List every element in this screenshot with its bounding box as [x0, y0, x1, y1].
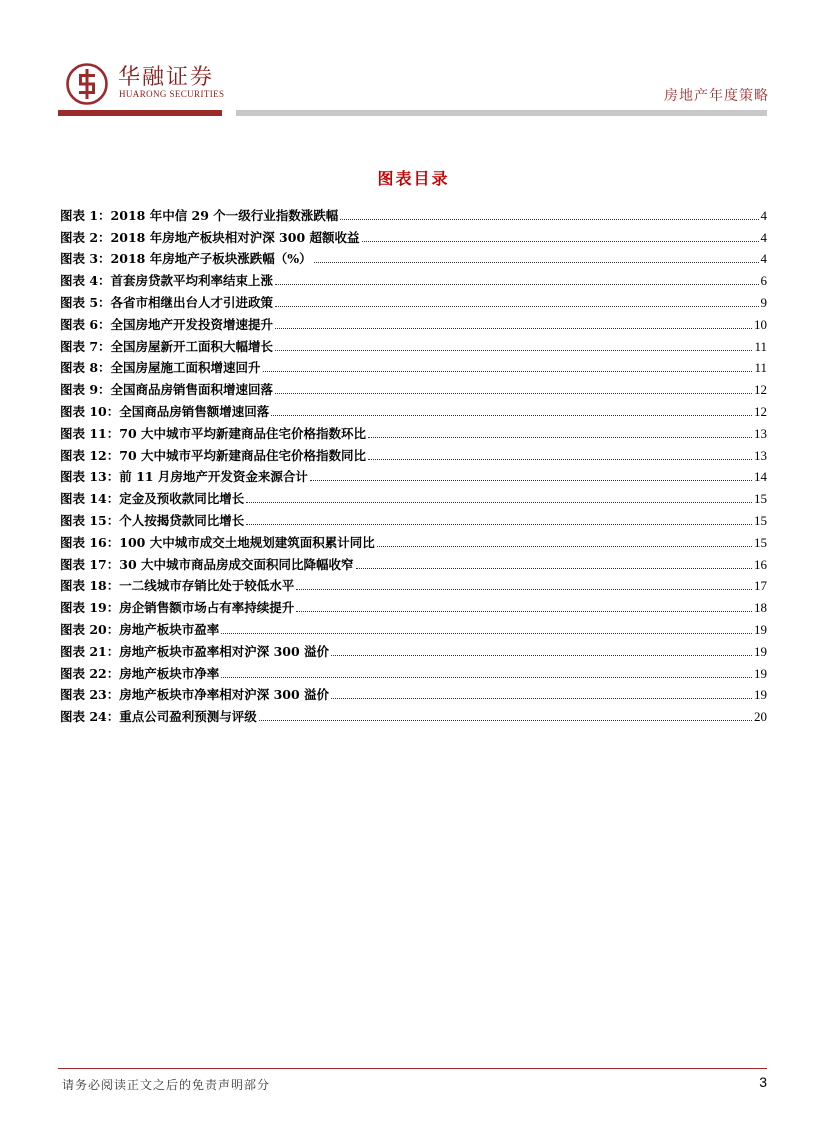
toc-dot-leader [271, 415, 752, 416]
toc-entry-page: 15 [754, 534, 767, 550]
toc-dot-leader [275, 328, 752, 329]
toc-entry[interactable] [60, 484, 767, 506]
toc-dot-leader [221, 677, 752, 678]
toc-dot-leader [296, 589, 752, 590]
toc-entry-label: 图表 12：70 大中城市平均新建商品住宅价格指数同比 [60, 447, 366, 463]
toc-entry-label: 图表 4：首套房贷款平均利率结束上涨 [60, 273, 274, 289]
toc-entry[interactable] [60, 223, 767, 245]
toc-entry-page: 14 [754, 469, 767, 485]
page-number: 3 [759, 1074, 767, 1090]
toc-entry-page: 4 [760, 207, 767, 223]
toc-entry-page: 13 [754, 425, 767, 441]
footer-divider [58, 1068, 767, 1069]
toc-entry-page: 18 [754, 600, 767, 616]
toc-entry-label: 图表 5：各省市相继出台人才引进政策 [60, 294, 274, 310]
toc-entry-page: 15 [754, 512, 767, 528]
toc-entry-label: 图表 18：一二线城市存销比处于较低水平 [60, 578, 295, 594]
toc-entry-page: 11 [754, 338, 767, 354]
toc-list [60, 201, 767, 724]
toc-entry-label: 图表 10：全国商品房销售额增速回落 [60, 403, 270, 419]
toc-dot-leader [314, 262, 759, 263]
toc-entry[interactable] [60, 528, 767, 550]
toc-entry-page: 16 [754, 556, 767, 572]
toc-entry-page: 20 [754, 709, 767, 725]
toc-entry[interactable] [60, 245, 767, 267]
toc-entry-page: 11 [754, 360, 767, 376]
report-type-label: 房地产年度策略 [664, 88, 769, 104]
toc-entry[interactable] [60, 310, 767, 332]
toc-entry-label: 图表 16：100 大中城市成交土地规划建筑面积累计同比 [60, 534, 375, 550]
toc-entry[interactable] [60, 441, 767, 463]
toc-dot-leader [368, 459, 752, 460]
toc-entry-label: 图表 14：定金及预收款同比增长 [60, 491, 245, 507]
toc-entry-label: 图表 20：房地产板块市盈率 [60, 621, 220, 637]
toc-entry-label: 图表 7：全国房屋新开工面积大幅增长 [60, 338, 274, 354]
toc-dot-leader [356, 568, 753, 569]
toc-entry-label: 图表 11：70 大中城市平均新建商品住宅价格指数环比 [60, 425, 366, 441]
footer-disclaimer: 请务必阅读正文之后的免责声明部分 [62, 1078, 271, 1092]
toc-entry-label: 图表 3：2018 年房地产子板块涨跌幅（%） [60, 251, 312, 267]
toc-entry[interactable] [60, 572, 767, 594]
toc-entry[interactable] [60, 681, 767, 703]
toc-entry-page: 10 [754, 316, 767, 332]
brand-name-en: HUARONG SECURITIES [119, 89, 225, 99]
header-accent-bar-red [58, 110, 222, 116]
toc-entry-label: 图表 19：房企销售额市场占有率持续提升 [60, 600, 295, 616]
toc-entry[interactable] [60, 615, 767, 637]
toc-dot-leader [331, 655, 752, 656]
toc-entry[interactable] [60, 201, 767, 223]
toc-entry-page: 13 [754, 447, 767, 463]
toc-dot-leader [246, 502, 752, 503]
toc-entry-page: 12 [754, 382, 767, 398]
toc-entry-page: 4 [760, 251, 767, 267]
toc-dot-leader [368, 437, 752, 438]
toc-entry-page: 12 [754, 403, 767, 419]
toc-entry[interactable] [60, 659, 767, 681]
toc-entry-label: 图表 15：个人按揭贷款同比增长 [60, 512, 245, 528]
toc-dot-leader [331, 698, 752, 699]
toc-dot-leader [377, 546, 752, 547]
toc-entry-page: 19 [754, 643, 767, 659]
toc-dot-leader [296, 611, 752, 612]
huarong-logo-icon [66, 63, 108, 105]
toc-entry-label: 图表 21：房地产板块市盈率相对沪深 300 溢价 [60, 643, 330, 659]
toc-entry-label: 图表 24：重点公司盈利预测与评级 [60, 709, 257, 725]
toc-dot-leader [275, 393, 752, 394]
toc-entry[interactable] [60, 354, 767, 376]
toc-entry[interactable] [60, 375, 767, 397]
toc-entry[interactable] [60, 637, 767, 659]
toc-entry-label: 图表 13：前 11 月房地产开发资金来源合计 [60, 469, 308, 485]
toc-entry-page: 17 [754, 578, 767, 594]
toc-entry-label: 图表 2：2018 年房地产板块相对沪深 300 超额收益 [60, 229, 360, 245]
toc-dot-leader [310, 480, 752, 481]
page-header [0, 0, 827, 120]
toc-dot-leader [275, 350, 752, 351]
toc-entry[interactable] [60, 419, 767, 441]
toc-entry-label: 图表 17：30 大中城市商品房成交面积同比降幅收窄 [60, 556, 354, 572]
toc-dot-leader [275, 284, 758, 285]
toc-entry[interactable] [60, 288, 767, 310]
toc-entry[interactable] [60, 593, 767, 615]
toc-entry-page: 19 [754, 687, 767, 703]
toc-entry[interactable] [60, 332, 767, 354]
toc-dot-leader [221, 633, 752, 634]
toc-dot-leader [340, 219, 758, 220]
toc-entry[interactable] [60, 266, 767, 288]
toc-title: 图表目录 [377, 169, 450, 188]
toc-entry-label: 图表 6：全国房地产开发投资增速提升 [60, 316, 274, 332]
toc-entry-page: 6 [760, 273, 767, 289]
toc-entry-label: 图表 8：全国房屋施工面积增速回升 [60, 360, 261, 376]
toc-entry-page: 4 [760, 229, 767, 245]
toc-entry[interactable] [60, 550, 767, 572]
toc-entry-page: 19 [754, 621, 767, 637]
toc-dot-leader [275, 306, 758, 307]
toc-entry-label: 图表 9：全国商品房销售面积增速回落 [60, 382, 274, 398]
toc-dot-leader [362, 241, 759, 242]
header-accent-bar-gray [236, 110, 767, 116]
toc-entry-label: 图表 1：2018 年中信 29 个一级行业指数涨跌幅 [60, 207, 339, 223]
brand-name-cn: 华融证券 [118, 65, 215, 90]
toc-entry-page: 9 [760, 294, 767, 310]
toc-entry-label: 图表 22：房地产板块市净率 [60, 665, 220, 681]
toc-entry[interactable] [60, 397, 767, 419]
toc-entry-label: 图表 23：房地产板块市净率相对沪深 300 溢价 [60, 687, 330, 703]
toc-dot-leader [263, 371, 753, 372]
toc-dot-leader [259, 720, 752, 721]
toc-entry-page: 19 [754, 665, 767, 681]
toc-entry-page: 15 [754, 491, 767, 507]
toc-entry[interactable] [60, 506, 767, 528]
toc-entry[interactable] [60, 463, 767, 485]
toc-dot-leader [246, 524, 752, 525]
toc-entry[interactable] [60, 702, 767, 724]
